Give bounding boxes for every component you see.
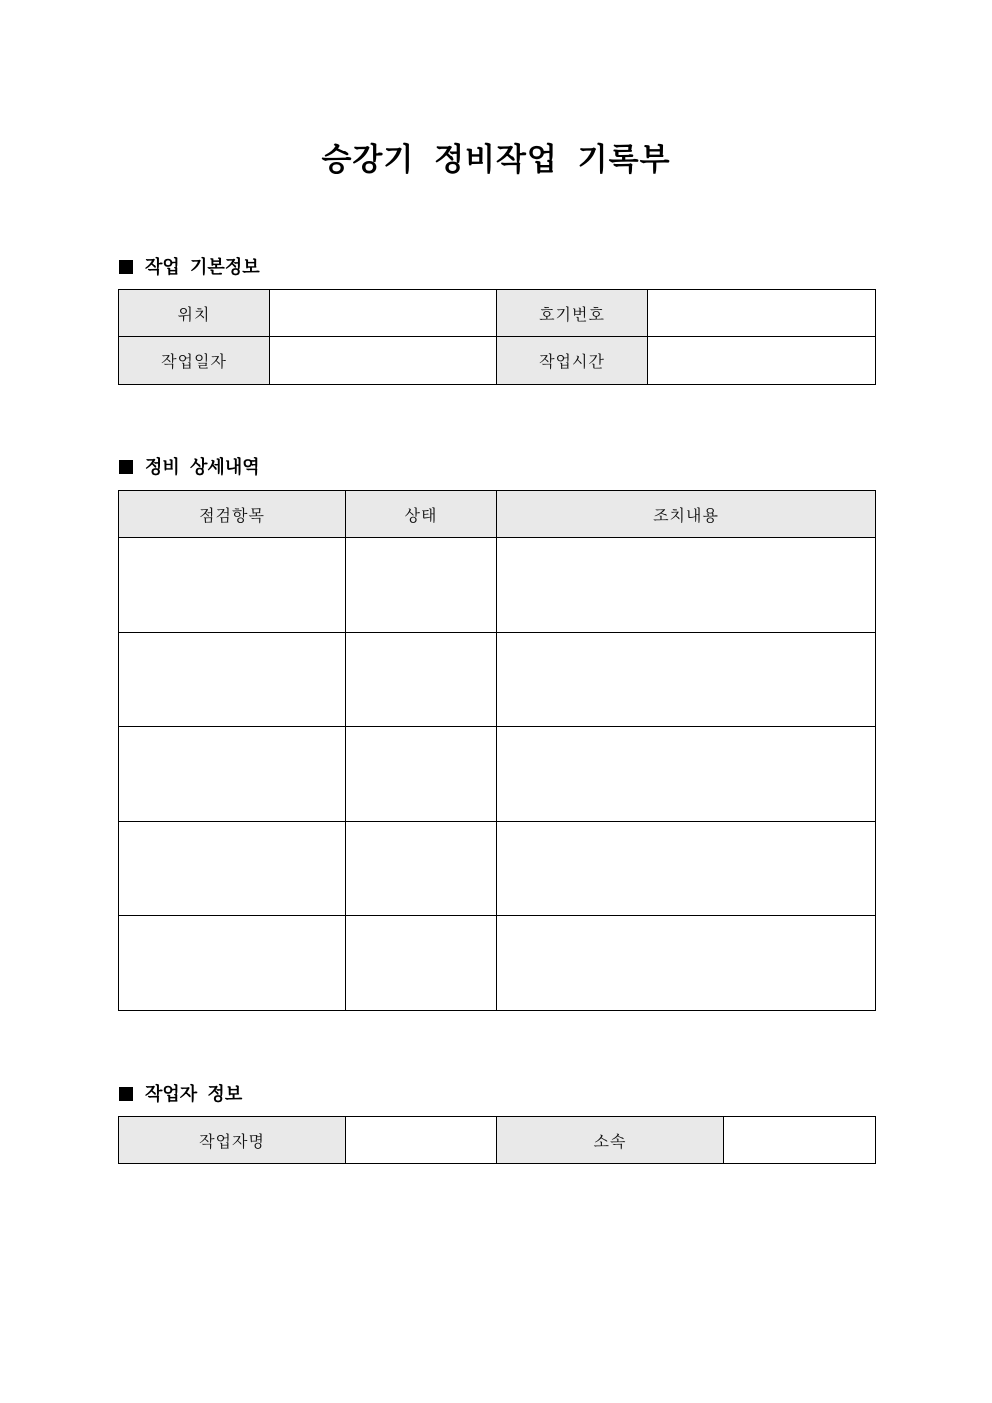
section-heading-label: 작업자 정보 <box>145 1084 243 1105</box>
table-row <box>119 337 876 385</box>
table-header-row <box>119 491 876 538</box>
section-heading-label: 작업 기본정보 <box>145 257 260 278</box>
label-location: 위치 <box>119 290 270 337</box>
location-field[interactable] <box>270 290 497 337</box>
label-unit-number: 호기번호 <box>497 290 648 337</box>
table-row <box>119 633 876 727</box>
action-cell[interactable] <box>497 538 876 633</box>
label-affiliation: 소속 <box>497 1117 724 1164</box>
section-heading-worker-info <box>119 1080 242 1106</box>
action-cell[interactable] <box>497 822 876 916</box>
work-time-field[interactable] <box>648 337 876 385</box>
label-worker-name: 작업자명 <box>119 1117 346 1164</box>
column-header-action: 조치내용 <box>497 491 876 538</box>
label-work-date: 작업일자 <box>119 337 270 385</box>
inspection-item-cell[interactable] <box>119 727 346 822</box>
status-cell[interactable] <box>346 822 497 916</box>
status-cell[interactable] <box>346 633 497 727</box>
table-row <box>119 727 876 822</box>
maintenance-details-table <box>118 490 876 1011</box>
action-cell[interactable] <box>497 916 876 1011</box>
section-heading-maintenance-details <box>119 453 260 479</box>
table-row <box>119 822 876 916</box>
section-heading-label: 정비 상세내역 <box>145 457 260 478</box>
status-cell[interactable] <box>346 916 497 1011</box>
table-row <box>119 538 876 633</box>
inspection-item-cell[interactable] <box>119 822 346 916</box>
action-cell[interactable] <box>497 727 876 822</box>
inspection-item-cell[interactable] <box>119 916 346 1011</box>
label-work-time: 작업시간 <box>497 337 648 385</box>
status-cell[interactable] <box>346 538 497 633</box>
square-bullet-icon <box>119 460 133 474</box>
table-row <box>119 290 876 337</box>
affiliation-field[interactable] <box>724 1117 876 1164</box>
worker-info-table <box>118 1116 876 1164</box>
status-cell[interactable] <box>346 727 497 822</box>
action-cell[interactable] <box>497 633 876 727</box>
work-date-field[interactable] <box>270 337 497 385</box>
section-heading-basic-info <box>119 253 260 279</box>
column-header-inspection-item: 점검항목 <box>119 491 346 538</box>
column-header-status: 상태 <box>346 491 497 538</box>
worker-name-field[interactable] <box>346 1117 497 1164</box>
document-title: 승강기 정비작업 기록부 <box>321 142 671 178</box>
square-bullet-icon <box>119 1087 133 1101</box>
inspection-item-cell[interactable] <box>119 538 346 633</box>
unit-number-field[interactable] <box>648 290 876 337</box>
basic-info-table <box>118 289 876 385</box>
table-row <box>119 1117 876 1164</box>
inspection-item-cell[interactable] <box>119 633 346 727</box>
table-row <box>119 916 876 1011</box>
square-bullet-icon <box>119 260 133 274</box>
